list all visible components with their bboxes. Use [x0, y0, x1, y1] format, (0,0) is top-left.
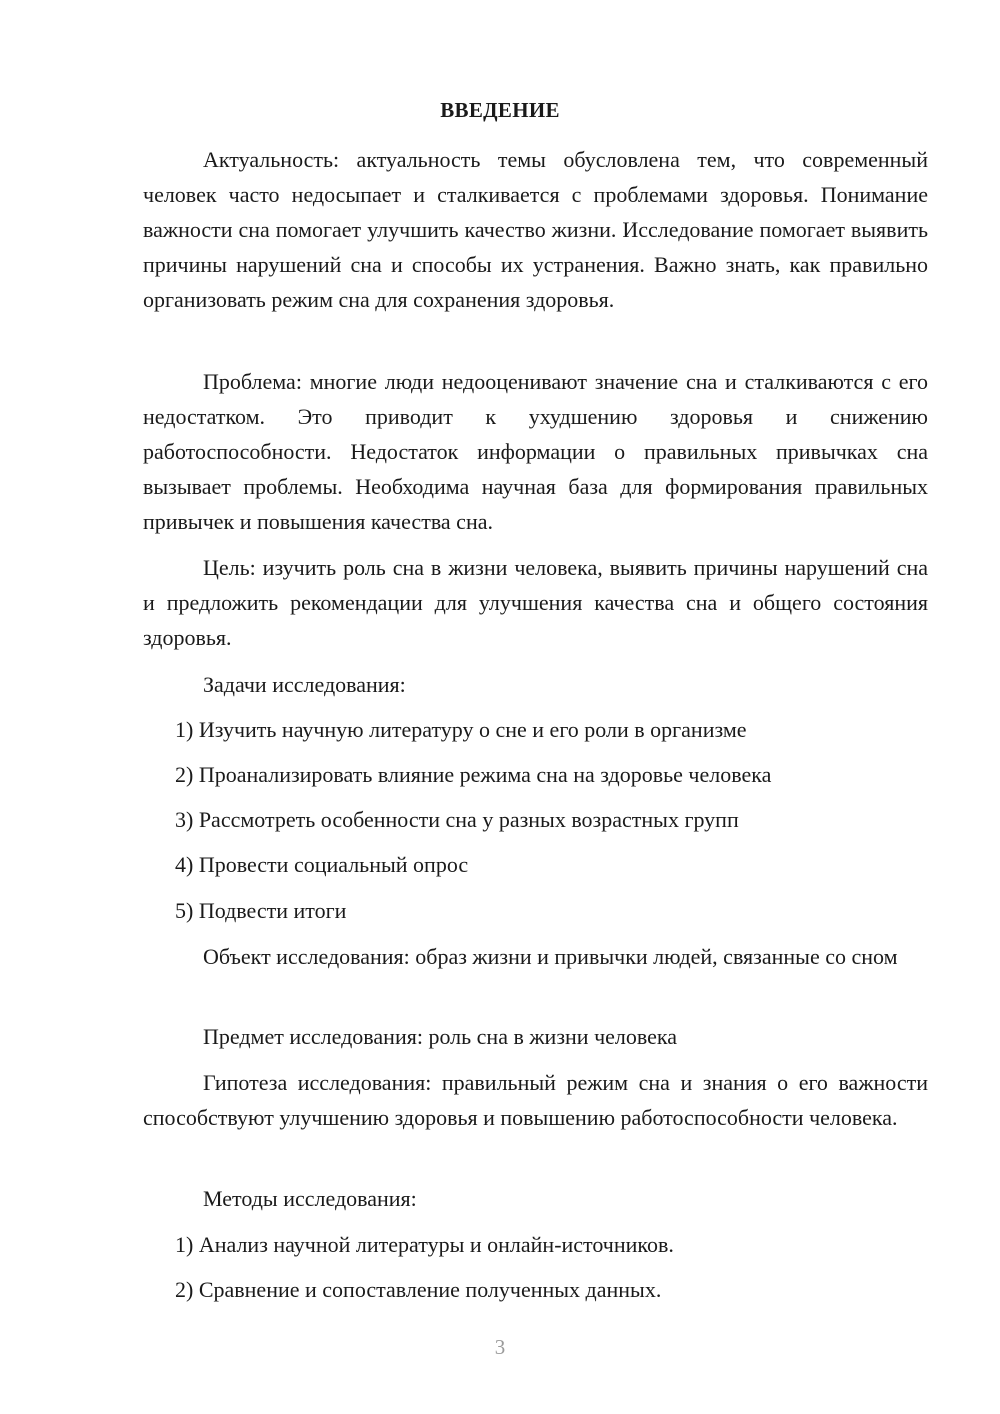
hypothesis-paragraph: Гипотеза исследования: правильный режим сна и знания о его важности способствуют улучшению здоровья и повышению работоспособности человека.: [143, 1070, 928, 1130]
problem-paragraph: Проблема: многие люди недооценивают значение сна и сталкиваются с его недостатком. Это приводит к ухудшению здоровья и снижению работоспособности. Недостаток информации о правильных привычках сна вызывает проблемы. Необходима научная база для формирования правильных привычек и повышения качества сна.: [143, 369, 928, 534]
object-paragraph: Объект исследования: образ жизни и привычки людей, связанные со сном: [203, 944, 898, 969]
method-item: 1) Анализ научной литературы и онлайн-источников.: [175, 1232, 674, 1257]
task-item: 4) Провести социальный опрос: [175, 852, 469, 877]
methods-heading: Методы исследования:: [203, 1186, 417, 1211]
task-item: 1) Изучить научную литературу о сне и его роли в организме: [175, 717, 747, 742]
tasks-heading: Задачи исследования:: [203, 672, 406, 697]
task-item: 3) Рассмотреть особенности сна у разных возрастных групп: [175, 807, 739, 832]
page-title: ВВЕДЕНИЕ: [440, 98, 560, 122]
task-item: 2) Проанализировать влияние режима сна на здоровье человека: [175, 762, 772, 787]
method-item: 2) Сравнение и сопоставление полученных данных.: [175, 1277, 662, 1302]
goal-paragraph: Цель: изучить роль сна в жизни человека, выявить причины нарушений сна и предложить рекомендации для улучшения качества сна и общего состояния здоровья.: [143, 555, 928, 650]
page-number: 3: [494, 1335, 506, 1359]
subject-paragraph: Предмет исследования: роль сна в жизни человека: [203, 1024, 678, 1049]
task-item: 5) Подвести итоги: [175, 898, 347, 923]
relevance-paragraph: Актуальность: актуальность темы обусловлена тем, что современный человек часто недосыпает и сталкивается с проблемами здоровья. Понимание важности сна помогает улучшить качество жизни. Исследование помогает выявить причины нарушений сна и способы их устранения. Важно знать, как правильно организовать режим сна для сохранения здоровья.: [143, 147, 928, 312]
